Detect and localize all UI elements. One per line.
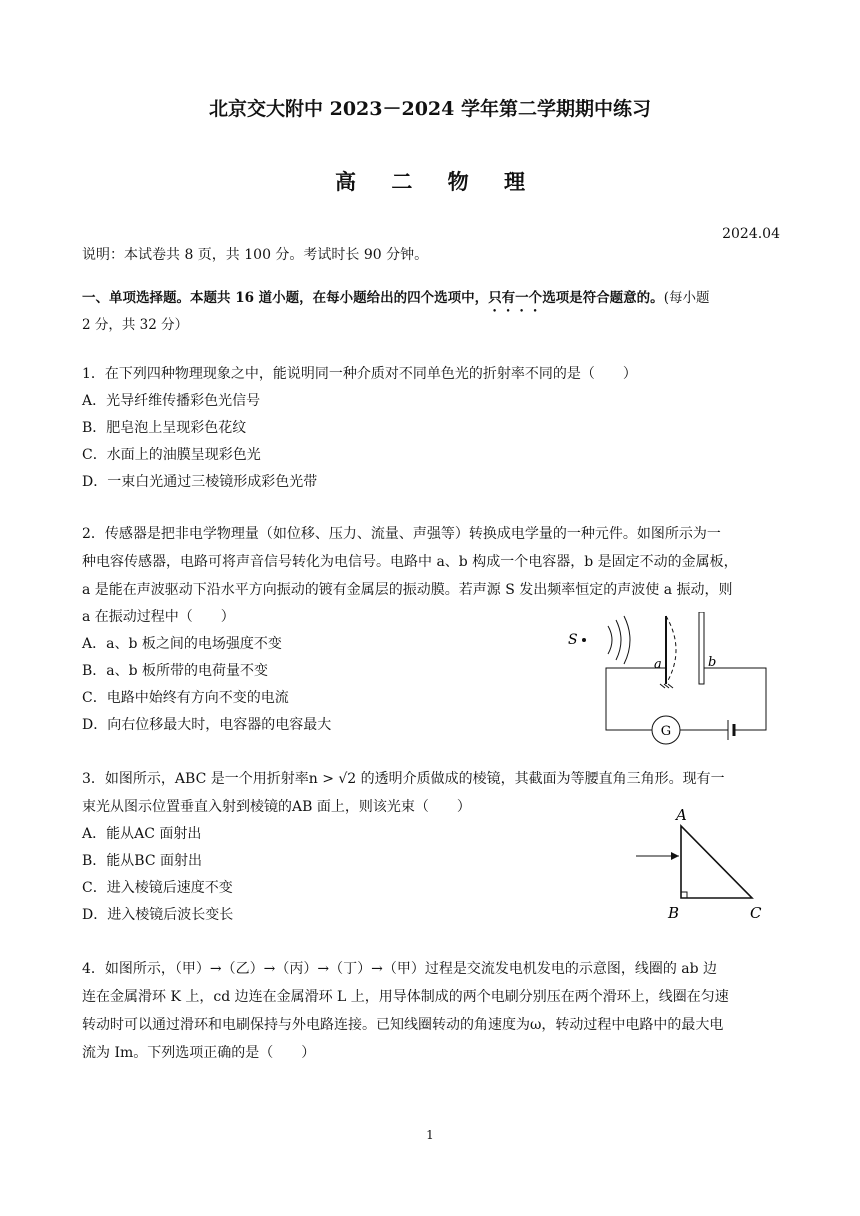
q3-option-d: D．进入棱镜后波长变长 <box>82 907 234 923</box>
plate-b <box>699 612 704 684</box>
q1-option-c: C．水面上的油膜呈现彩色光 <box>82 447 261 463</box>
subject-title: 高 二 物 理 <box>335 169 539 194</box>
capacitor-sensor-figure <box>560 612 780 752</box>
prism-triangle <box>681 826 752 898</box>
q2-option-c: C．电路中始终有方向不变的电流 <box>82 690 289 706</box>
section-heading <box>82 285 780 315</box>
galvanometer-label: G <box>660 724 672 739</box>
section-heading-part-b: 选项是符合题意的。 <box>542 290 664 306</box>
plate-b-label: b <box>708 655 717 670</box>
section-heading-part-c: (每小题 <box>663 290 710 306</box>
sound-wave-arc <box>624 616 630 664</box>
section-heading-line2: 2 分，共 32 分） <box>82 317 189 333</box>
q2-option-a: A．a、b 板之间的电场强度不变 <box>82 636 282 652</box>
q2-line1: 2．传感器是把非电学物理量（如位移、压力、流量、声强等）转换成电学量的一种元件。如图所示为一 <box>82 526 721 542</box>
q3-option-c: C．进入棱镜后速度不变 <box>82 880 233 896</box>
circuit-wire-right <box>704 668 766 730</box>
plate-a-label: a <box>654 657 662 672</box>
q1-option-d: D．一束白光通过三棱镜形成彩色光带 <box>82 474 318 490</box>
q4-line4: 流为 Im。下列选项正确的是（ ） <box>82 1045 316 1061</box>
vertex-a-label: A <box>676 806 687 824</box>
section-heading-part-a: 一、单项选择题。本题共 16 道小题，在每小题给出的四个选项中， <box>82 290 489 306</box>
q4-line3: 转动时可以通过滑环和电刷保持与外电路连接。已知线圈转动的角速度为ω，转动过程中电路中的最大电 <box>82 1017 724 1033</box>
sound-source-dot <box>582 638 586 642</box>
membrane-fixing-hatch <box>660 684 673 688</box>
prism-figure <box>630 802 776 922</box>
page-number: 1 <box>426 1128 434 1142</box>
q4-line1: 4．如图所示，（甲）→（乙）→（丙）→（丁）→（甲）过程是交流发电机发电的示意图，线圈的 ab 边 <box>82 961 718 977</box>
q1-option-a: A．光导纤维传播彩色光信号 <box>82 393 261 409</box>
q2-option-d: D．向右位移最大时，电容器的电容最大 <box>82 717 332 733</box>
exam-title: 北京交大附中 2023－2024 学年第二学期期中练习 <box>209 98 651 120</box>
exam-date: 2024.04 <box>722 226 780 242</box>
q2-line3: a 是能在声波驱动下沿水平方向振动的镀有金属层的振动膜。若声源 S 发出频率恒定的声波使 a 振动，则 <box>82 582 733 598</box>
q3-option-a: A．能从AC 面射出 <box>82 826 202 842</box>
q1-option-b: B．肥皂泡上呈现彩色花纹 <box>82 420 247 436</box>
q4-line2: 连在金属滑环 K 上，cd 边连在金属滑环 L 上，用导体制成的两个电刷分别压在两个滑环上，线圈在匀速 <box>82 989 729 1005</box>
right-angle-mark <box>681 892 687 898</box>
sound-wave-arc <box>608 626 612 654</box>
vertex-b-label: B <box>668 904 680 922</box>
vertex-c-label: C <box>750 904 762 922</box>
incident-ray-arrowhead <box>671 852 679 860</box>
q3-line2: 束光从图示位置垂直入射到棱镜的AB 面上，则该光束（ ） <box>82 799 471 815</box>
q3-line1: 3．如图所示，ABC 是一个用折射率n > √2 的透明介质做成的棱镜，其截面为等腰直角三角形。现有一 <box>82 771 725 787</box>
sound-wave-arc <box>616 620 621 660</box>
q3-option-b: B．能从BC 面射出 <box>82 853 202 869</box>
section-heading-emphasis: 只有一个 <box>488 290 543 306</box>
exam-note: 说明：本试卷共 8 页，共 100 分。考试时长 90 分钟。 <box>82 247 429 263</box>
q1-stem: 1．在下列四种物理现象之中，能说明同一种介质对不同单色光的折射率不同的是（ ） <box>82 366 637 382</box>
q2-line2: 种电容传感器，电路可将声音信号转化为电信号。电路中 a、b 构成一个电容器，b 是固定不动的金属板， <box>82 554 738 570</box>
membrane-a-deflection <box>666 616 676 684</box>
q2-line4: a 在振动过程中（ ） <box>82 609 235 625</box>
source-s-label: S <box>568 632 578 648</box>
q2-option-b: B．a、b 板所带的电荷量不变 <box>82 663 269 679</box>
